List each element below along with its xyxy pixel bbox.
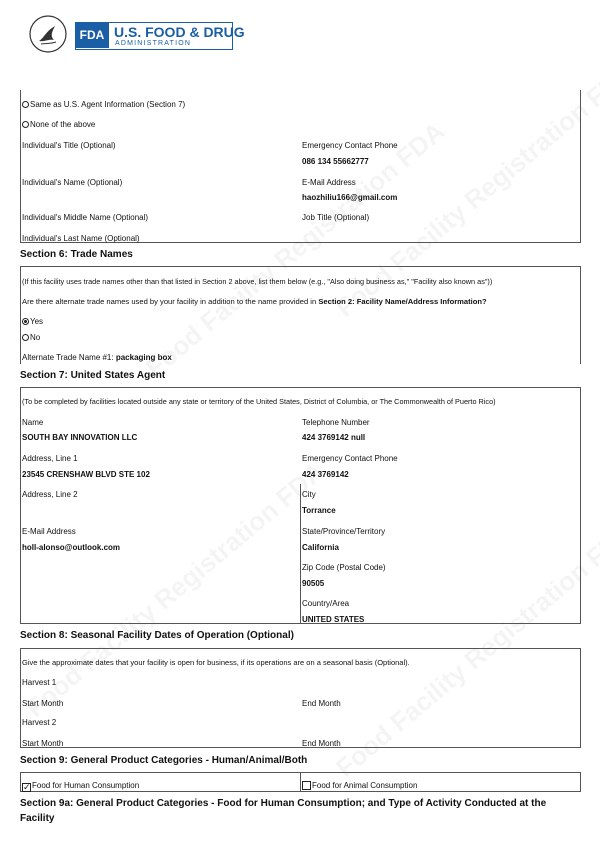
option-label: No: [30, 333, 41, 342]
section8-heading: Section 8: Seasonal Facility Dates of Operation (Optional): [20, 630, 294, 641]
agent-city-label: City: [302, 490, 316, 499]
agent-zip-value: 90505: [302, 579, 325, 588]
section9a-heading-line1: Section 9a: General Product Categories - Food for Human Consumption; and Type of Activity Conducted at the: [20, 798, 547, 809]
alt-trade-name: [22, 353, 172, 363]
option-yes[interactable]: [22, 317, 43, 327]
alt-trade-name-value: packaging box: [115, 353, 172, 362]
option-no[interactable]: [22, 333, 40, 343]
individual-middle-label: Individual's Middle Name (Optional): [22, 213, 149, 222]
option-none-of-above[interactable]: [22, 120, 95, 130]
harvest1-start-label: Start Month: [22, 699, 64, 708]
job-title-label: Job Title (Optional): [302, 213, 370, 222]
agent-name-value: SOUTH BAY INNOVATION LLC: [22, 433, 138, 442]
section9-divider: [300, 772, 301, 792]
agent-email-value: holl-alonso@outlook.com: [22, 543, 121, 552]
radio-icon[interactable]: [22, 121, 29, 128]
agent-country-value: UNITED STATES: [302, 615, 365, 624]
section7-heading: Section 7: United States Agent: [20, 370, 166, 381]
alt-trade-name-label: Alternate Trade Name #1:: [22, 353, 116, 362]
question-bold-text: Section 2: Facility Name/Address Information?: [318, 297, 487, 306]
section9a-heading-line2: Facility: [20, 813, 55, 824]
individual-last-label: Individual's Last Name (Optional): [22, 234, 140, 243]
agent-name-label: Name: [22, 418, 44, 427]
email-label: E-Mail Address: [302, 178, 356, 187]
agent-state-value: California: [302, 543, 339, 552]
individual-name-label: Individual's Name (Optional): [22, 178, 123, 187]
email-value: haozhiliu166@gmail.com: [302, 193, 398, 202]
option-label: Yes: [30, 317, 44, 326]
section6-heading: Section 6: Trade Names: [20, 249, 133, 260]
agent-emergency-label: Emergency Contact Phone: [302, 454, 398, 463]
section6-note: (If this facility uses trade names other than that listed in Section 2 above, list them below (e.g., "Also doing business as," "Facility also known as")): [22, 277, 493, 286]
agent-address1-label: Address, Line 1: [22, 454, 78, 463]
section8-note: Give the approximate dates that your facility is open for business, if its operations are on a seasonal basis (Optional).: [22, 658, 410, 667]
fda-badge: FDA: [75, 22, 109, 48]
section7-note: (To be completed by facilities located outside any state or territory of the United States, District of Columbia, or The Commonwealth of Puerto Rico): [22, 397, 496, 406]
category-human[interactable]: [22, 781, 139, 792]
agent-zip-label: Zip Code (Postal Code): [302, 563, 386, 572]
option-same-as-agent[interactable]: [22, 100, 185, 110]
agent-address1-value: 23545 CRENSHAW BLVD STE 102: [22, 470, 150, 479]
agent-emergency-value: 424 3769142: [302, 470, 349, 479]
category-label: Food for Animal Consumption: [312, 781, 418, 790]
category-animal[interactable]: [302, 781, 417, 791]
agent-city-value: Torrance: [302, 506, 336, 515]
fda-title: U.S. FOOD & DRUG: [114, 24, 245, 40]
radio-icon[interactable]: [22, 101, 29, 108]
option-label: None of the above: [30, 120, 96, 129]
agent-phone-value: 424 3769142 null: [302, 433, 366, 442]
radio-icon[interactable]: [22, 334, 29, 341]
section6-question: [22, 297, 487, 307]
section9-heading: Section 9: General Product Categories - Human/Animal/Both: [20, 755, 308, 766]
agent-country-label: Country/Area: [302, 599, 350, 608]
emergency-phone-label: Emergency Contact Phone: [302, 141, 398, 150]
harvest2-end-label: End Month: [302, 739, 341, 748]
harvest1-end-label: End Month: [302, 699, 341, 708]
agent-email-label: E-Mail Address: [22, 527, 76, 536]
checkbox-checked-icon[interactable]: ✓: [23, 782, 31, 792]
harvest2-start-label: Start Month: [22, 739, 64, 748]
agent-phone-label: Telephone Number: [302, 418, 370, 427]
emergency-phone-value: 086 134 55662777: [302, 157, 369, 166]
agent-state-label: State/Province/Territory: [302, 527, 386, 536]
question-text: Are there alternate trade names used by your facility in addition to the name provided in: [22, 297, 319, 306]
harvest2-label: Harvest 2: [22, 718, 57, 727]
individual-title-label: Individual's Title (Optional): [22, 141, 116, 150]
agent-address2-label: Address, Line 2: [22, 490, 78, 499]
option-label: Same as U.S. Agent Information (Section 7): [30, 100, 186, 109]
checkbox-icon[interactable]: [302, 781, 311, 790]
harvest1-label: Harvest 1: [22, 678, 57, 687]
category-label: Food for Human Consumption: [32, 781, 140, 790]
radio-selected-icon[interactable]: [22, 318, 29, 325]
fda-subtitle: ADMINISTRATION: [115, 40, 192, 47]
hhs-seal-icon: [28, 14, 68, 54]
section7-divider: [300, 484, 301, 624]
